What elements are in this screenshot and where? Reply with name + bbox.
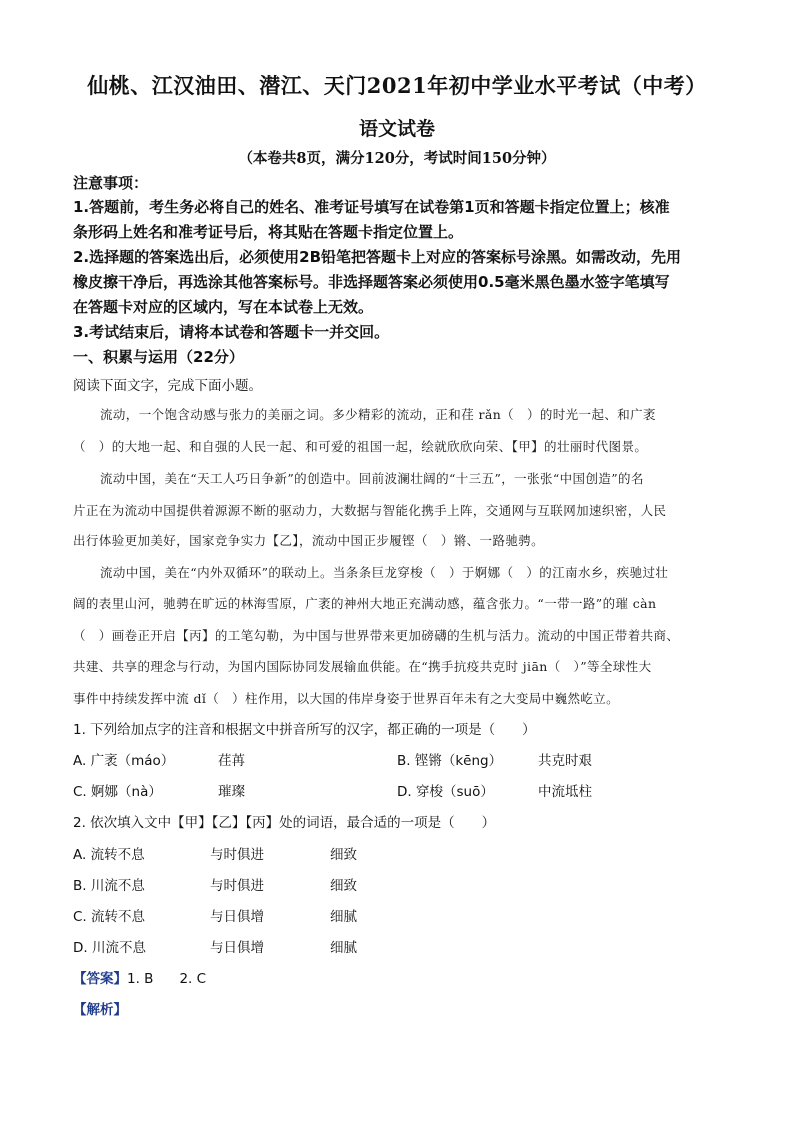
q1-option-c-word: 璀璨 — [218, 784, 245, 800]
subject-title: 语文试卷 — [358, 118, 435, 140]
passage-line: 事件中持续发挥中流 dǐ（ ）柱作用，以大国的伟岸身姿于世界百年未有之大变局中巍然屹立。 — [73, 691, 620, 706]
q2-option-a-word2: 与时俱进 — [210, 847, 264, 863]
q1-option-b: B. 铿锵（kēng） — [397, 753, 503, 769]
q1-option-a: A. 广袤（máo） — [73, 753, 175, 769]
answer-line — [73, 967, 206, 987]
passage-line: 流动中国，美在“内外双循环”的联动上。当条条巨龙穿梭（ ）于婀娜（ ）的江南水乡，疾驰过壮 — [100, 565, 669, 580]
q2-option-a: A. 流转不息 — [73, 847, 145, 863]
q2-option-d: D. 川流不息 — [73, 940, 146, 956]
section-heading: 一、积累与运用（22分） — [73, 348, 244, 366]
q1-option-d-word: 中流坻柱 — [538, 784, 592, 800]
exam-info: （本卷共8页，满分120分，考试时间150分钟） — [238, 150, 556, 167]
q1-option-a-word: 荏苒 — [218, 753, 245, 769]
q2-option-b-word3: 细致 — [330, 878, 357, 894]
answer-2: 2. C — [179, 971, 207, 987]
passage-line: 阔的表里山河，驰骋在旷远的林海雪原，广袤的神州大地正充满动感，蕴含张力。“一带一路”的璀 càn — [73, 596, 657, 611]
passage-line: 出行体验更加美好，国家竞争实力【乙】，流动中国正步履铿（ ）锵、一路驰骋。 — [73, 533, 545, 548]
notice-line: 1.答题前，考生务必将自己的姓名、准考证号填写在试卷第1页和答题卡指定位置上；核准 — [73, 198, 670, 216]
question-1-stem: 1. 下列给加点字的注音和根据文中拼音所写的汉字，都正确的一项是（ ） — [73, 722, 536, 738]
q2-option-c-word3: 细腻 — [330, 909, 357, 925]
q1-option-d: D. 穿梭（suō） — [397, 784, 494, 800]
q2-option-a-word3: 细致 — [330, 847, 357, 863]
q1-option-c: C. 婀娜（nà） — [73, 784, 162, 800]
q1-option-b-word: 共克时艰 — [538, 753, 592, 769]
analysis-line — [73, 998, 127, 1018]
passage-line: （ ）的大地一起、和自强的人民一起、和可爱的祖国一起，绘就欣欣向荣、【甲】的壮丽时代图景。 — [73, 439, 648, 454]
answer-tag: 【答案】 — [73, 971, 127, 987]
q2-option-b-word2: 与时俱进 — [210, 878, 264, 894]
notice-heading: 注意事项： — [73, 174, 149, 192]
notice-line: 橡皮擦干净后，再选涂其他答案标号。非选择题答案必须使用0.5毫米黑色墨水签字笔填写 — [73, 273, 670, 291]
analysis-tag: 【解析】 — [73, 1002, 127, 1018]
exam-title: 仙桃、江汉油田、潜江、天门2021年初中学业水平考试（中考） — [87, 73, 707, 98]
passage-line: 片正在为流动中国提供着源源不断的驱动力，大数据与智能化携手上阵，交通网与互联网加速织密，人民 — [73, 503, 667, 518]
notice-line: 条形码上姓名和准考证号后，将其贴在答题卡指定位置上。 — [73, 223, 464, 241]
reading-instruction: 阅读下面文字，完成下面小题。 — [73, 378, 262, 394]
answer-1: 1. B — [127, 971, 154, 987]
notice-line: 3.考试结束后，请将本试卷和答题卡一并交回。 — [73, 323, 390, 341]
q2-option-c: C. 流转不息 — [73, 909, 146, 925]
q2-option-c-word2: 与日俱增 — [210, 909, 264, 925]
question-2-stem: 2. 依次填入文中【甲】【乙】【丙】处的词语，最合适的一项是（ ） — [73, 815, 496, 831]
passage-line: 流动，一个饱含动感与张力的美丽之词。多少精彩的流动，正和荏 rǎn（ ）的时光一起、和广袤 — [100, 407, 656, 422]
q2-option-d-word3: 细腻 — [330, 940, 357, 956]
notice-line: 2.选择题的答案选出后，必须使用2B铅笔把答题卡上对应的答案标号涂黑。如需改动，先用 — [73, 248, 682, 266]
passage-line: 流动中国，美在“天工人巧日争新”的创造中。回前波澜壮阔的“十三五”，一张张“中国创造”的名 — [100, 471, 644, 486]
notice-line: 在答题卡对应的区域内，写在本试卷上无效。 — [73, 298, 374, 316]
passage-line: 共建、共享的理念与行动，为国内国际协同发展输血供能。在“携手抗疫共克时 jiān（ ）”等全球性大 — [73, 659, 652, 674]
q2-option-b: B. 川流不息 — [73, 878, 145, 894]
passage-line: （ ）画卷正开启【丙】的工笔勾勒，为中国与世界带来更加磅礴的生机与活力。流动的中国正带着共商、 — [73, 628, 680, 643]
q2-option-d-word2: 与日俱增 — [210, 940, 264, 956]
